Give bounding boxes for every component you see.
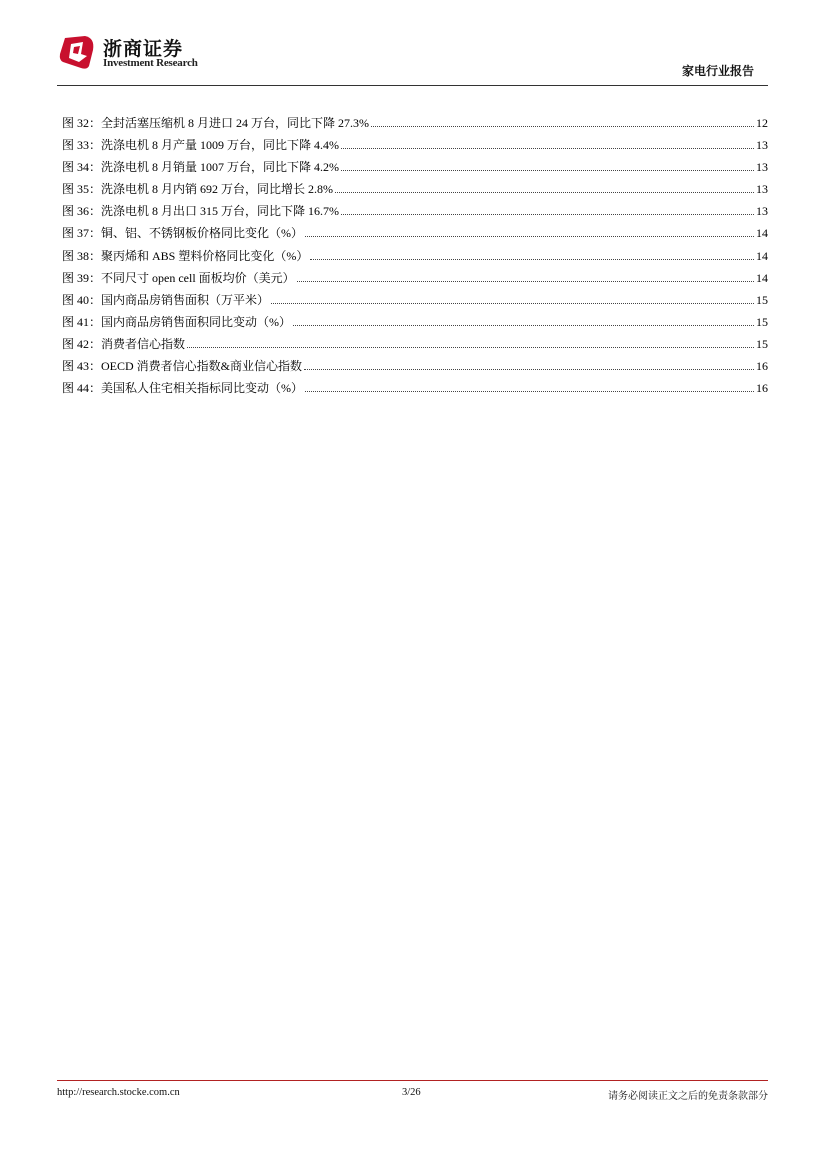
toc-entry-page: 13 [756,182,768,197]
toc-entry-label: 图 33：洗涤电机 8 月产量 1009 万台，同比下降 4.4% [62,138,339,153]
toc-entry[interactable] [62,114,768,136]
dot-leader [304,368,754,370]
toc-entry-page: 14 [756,226,768,241]
dot-leader [310,258,754,260]
dot-leader [271,302,754,304]
header-divider [57,85,768,86]
toc-entry[interactable] [62,202,768,224]
toc-entry[interactable] [62,247,768,269]
toc-entry-label: 图 35：洗涤电机 8 月内销 692 万台，同比增长 2.8% [62,182,333,197]
page-footer [57,1087,768,1103]
toc-entry-label: 图 44：美国私人住宅相关指标同比变动（%） [62,381,303,396]
toc-entry-label: 图 36：洗涤电机 8 月出口 315 万台，同比下降 16.7% [62,204,339,219]
toc-entry-page: 14 [756,248,768,263]
toc-entry-label: 图 42：消费者信心指数 [62,336,186,351]
toc-entry[interactable] [62,136,768,158]
toc-entry-page: 13 [756,138,768,153]
toc-entry[interactable] [62,313,768,335]
toc-entry-label: 图 39：不同尺寸 open cell 面板均价（美元） [62,270,295,285]
toc-entry-page: 15 [756,292,768,307]
dot-leader [305,235,754,237]
toc-entry-page: 14 [756,270,768,285]
dot-leader [341,169,754,171]
toc-entry-page: 16 [756,359,768,374]
toc-entry-label: 图 32：全封活塞压缩机 8 月进口 24 万台，同比下降 27.3% [62,116,369,130]
toc-entry[interactable] [62,158,768,180]
dot-leader [341,213,754,215]
toc-entry-page: 15 [756,314,768,329]
brand-name-cn: 浙商证券 [103,38,184,60]
toc-entry-page: 13 [756,204,768,219]
page-header [57,28,768,88]
toc-entry[interactable] [62,224,768,246]
dot-leader [305,390,754,392]
toc-entry[interactable] [62,357,768,379]
logo-icon [57,32,97,72]
toc-entry-page: 13 [756,160,768,175]
dot-leader [297,280,754,282]
toc-entry[interactable] [62,180,768,202]
dot-leader [341,147,754,149]
toc-entry-label: 图 38：聚丙烯和 ABS 塑料价格同比变化（%） [62,248,309,263]
toc-entry-page: 12 [756,116,768,130]
toc-entry-label: 图 34：洗涤电机 8 月销量 1007 万台，同比下降 4.2% [62,160,339,175]
toc-entry[interactable] [62,379,768,401]
toc-entry-label: 图 43：OECD 消费者信心指数&商业信心指数 [62,359,303,374]
footer-url[interactable]: http://research.stocke.com.cn [57,1087,180,1098]
dot-leader [187,346,754,348]
toc-entry-page: 16 [756,381,768,396]
footer-divider [57,1080,768,1081]
toc-entry-label: 图 40：国内商品房销售面积（万平米） [62,292,270,307]
toc-entry[interactable] [62,269,768,291]
dot-leader [293,324,754,326]
toc-entry-page: 15 [756,336,768,351]
brand-name-en: Investment Research [103,57,198,69]
figure-list [62,114,768,401]
toc-entry[interactable] [62,291,768,313]
dot-leader [335,191,754,193]
toc-entry[interactable] [62,335,768,357]
footer-disclaimer: 请务必阅读正文之后的免责条款部分 [608,1091,768,1102]
report-type: 家电行业报告 [681,64,754,78]
toc-entry-label: 图 41：国内商品房销售面积同比变动（%） [62,314,291,329]
page-number: 3/26 [402,1087,421,1098]
dot-leader [371,125,754,127]
toc-entry-label: 图 37：铜、铝、不锈钢板价格同比变化（%） [62,226,303,241]
